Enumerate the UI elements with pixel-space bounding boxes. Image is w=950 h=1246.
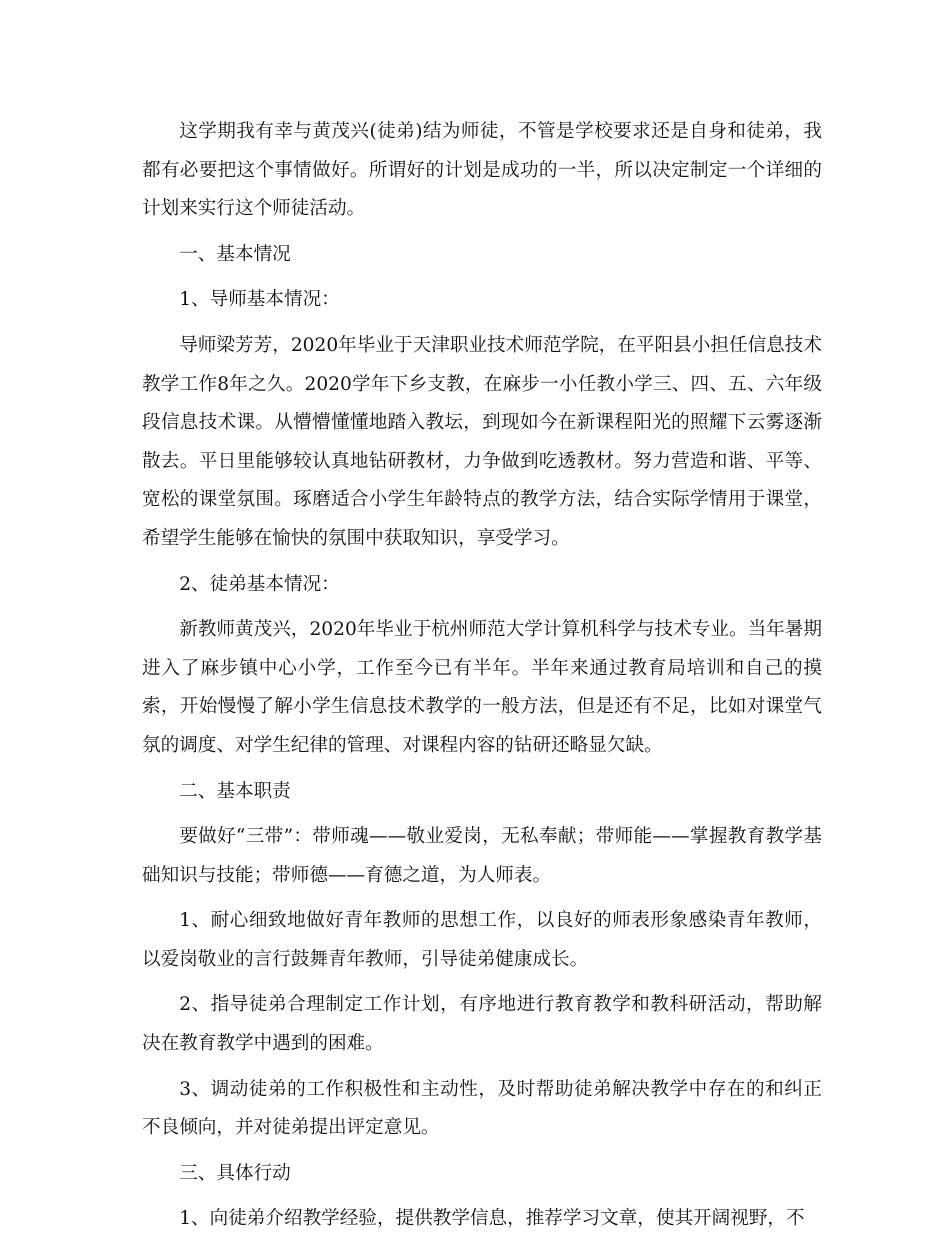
action-item-1: 1、向徒弟介绍教学经验，提供教学信息，推荐学习文章，使其开阔视野，不 bbox=[179, 1208, 805, 1230]
document-body bbox=[142, 113, 822, 1246]
mentor-info-paragraph: 导师梁芳芳，2020年毕业于天津职业技术师范学院，在平阳县小担任信息技术教学工作8年之久。2020学年下乡支教，在麻步一小任教小学三、四、五、六年级段信息技术课。从懵懵懂懂地踏入教坛，到现如今在新课程阳光的照耀下云雾逐渐散去。平日里能够较认真地钻研教材，力争做到吃透教材。努力营造和谐、平等、宽松的课堂氛围。琢磨适合小学生年龄特点的教学方法，结合实际学情用于课堂，希望学生能够在愉快的氛围中获取知识，享受学习。 bbox=[142, 334, 822, 549]
section-heading-duties: 二、基本职责 bbox=[179, 780, 291, 802]
section-heading-basic-info: 一、基本情况 bbox=[179, 243, 291, 265]
duty-item-2: 2、指导徒弟合理制定工作计划，有序地进行教育教学和教科研活动，帮助解决在教育教学中遇到的困难。 bbox=[142, 994, 822, 1055]
duty-item-3: 3、调动徒弟的工作积极性和主动性，及时帮助徒弟解决教学中存在的和纠正不良倾向，并对徒弟提出评定意见。 bbox=[142, 1078, 822, 1139]
subheading-mentor-info: 1、导师基本情况： bbox=[179, 289, 340, 311]
three-mentorship-paragraph: 要做好“三带”：带师魂——敬业爱岗，无私奉献；带师能——掌握教育教学基础知识与技能；带师德——育德之道，为人师表。 bbox=[142, 826, 822, 886]
duty-item-1: 1、耐心细致地做好青年教师的思想工作，以良好的师表形象感染青年教师，以爱岗敬业的言行鼓舞青年教师，引导徒弟健康成长。 bbox=[142, 910, 822, 970]
apprentice-info-paragraph: 新教师黄茂兴，2020年毕业于杭州师范大学计算机科学与技术专业。当年暑期进入了麻步镇中心小学，工作至今已有半年。半年来通过教育局培训和自己的摸索，开始慢慢了解小学生信息技术教学的一般方法，但是还有不足，比如对课堂气氛的调度、对学生纪律的管理、对课程内容的钻研还略显欠缺。 bbox=[142, 619, 822, 756]
subheading-apprentice-info: 2、徒弟基本情况： bbox=[179, 573, 340, 595]
section-heading-actions: 三、具体行动 bbox=[179, 1162, 291, 1184]
intro-paragraph: 这学期我有幸与黄茂兴(徒弟)结为师徒，不管是学校要求还是自身和徒弟，我都有必要把这个事情做好。所谓好的计划是成功的一半，所以决定制定一个详细的计划来实行这个师徒活动。 bbox=[142, 121, 822, 220]
